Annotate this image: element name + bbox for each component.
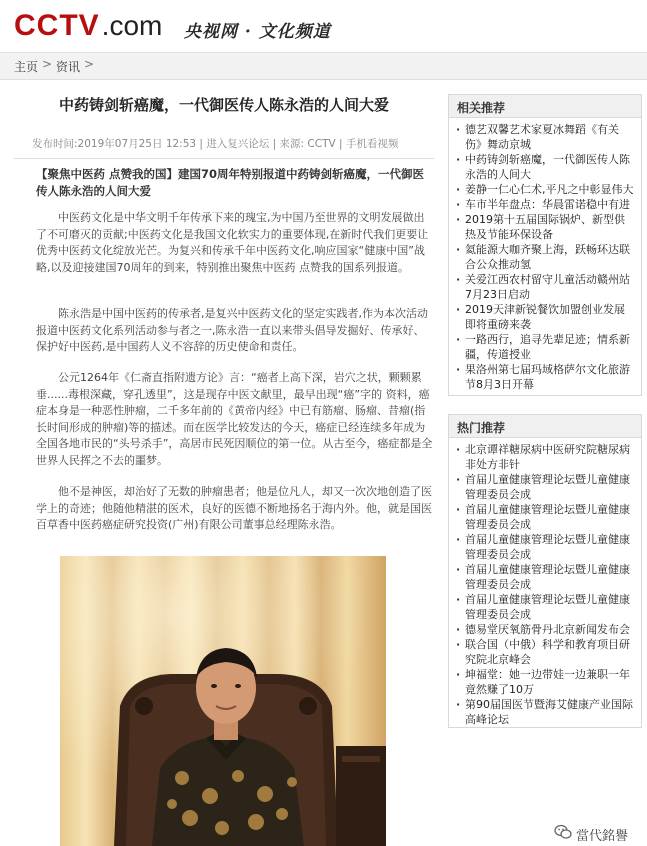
- article-title: 中药铸剑斩癌魔，一代御医传人陈永浩的人间大爱: [58, 96, 389, 114]
- publish-time: 发布时间:2019年07月25日 12:53: [32, 138, 197, 150]
- cctv-logo[interactable]: [14, 8, 162, 44]
- related-item[interactable]: · 姜静一仁心仁术,平凡之中彰显伟大: [455, 182, 635, 197]
- hot-item[interactable]: · 第90届国医节暨海艾健康产业国际高峰论坛: [455, 697, 635, 727]
- article-meta: [32, 136, 432, 151]
- related-title: 相关推荐: [457, 101, 506, 115]
- article-lead: 【聚焦中医药 点赞我的国】建国70周年特别报道中药铸剑斩癌魔，一代御医传人陈永浩的人间大爱: [36, 167, 425, 198]
- hot-item[interactable]: · 首届儿童健康管理论坛暨儿童健康管理委员会成: [455, 502, 635, 532]
- portrait-photo: [60, 556, 386, 846]
- article-paragraph: 他不是神医，却治好了无数的肿瘤患者；他是位凡人，却又一次次地创造了医学上的奇迹；他随他精湛的医术，良好的医德不断地扬名于海内外。他，就是国医百草香中医药癌症研究投资(广州)有限公司董事总经理陈永浩。: [36, 485, 432, 531]
- related-item[interactable]: · 中药铸剑斩癌魔，一代御医传人陈永浩的人间大: [455, 152, 635, 182]
- related-item[interactable]: · 氦能源大咖齐聚上海，跃畅环达联合公众推动氢: [455, 242, 635, 272]
- hot-item[interactable]: · 北京谭祥糖尿病中医研究院糖尿病非处方非针: [455, 442, 635, 472]
- wechat-icon: [554, 824, 572, 844]
- hot-item[interactable]: · 首届儿童健康管理论坛暨儿童健康管理委员会成: [455, 472, 635, 502]
- hot-item[interactable]: · 坤福堂：她一边带娃一边兼职一年竟然赚了10万: [455, 667, 635, 697]
- meta-separator: |: [272, 138, 277, 150]
- mobile-video-link[interactable]: 手机看视频: [345, 138, 399, 150]
- article-paragraph: 公元1264年《仁斋直指附遗方论》言：“癌者上高下深，岩穴之状，颗颗累垂......毒根深藏，穿孔透里”，这是现存中医文献里，最早出现“癌”字的 资料，癌症本身是一种恶性肿瘤，二千多年前的《黄帝内经》中已有筋瘤、肠瘤、昔瘤(指长时间形成的肿瘤)等的描述。而在医学比较发达的今天，癌症已经连续多年成为全国各地市民的“头号杀手”，高居市民死因顺位的第一位。从古至今，癌症都是全世界人民挥之不去的噩梦。: [36, 371, 433, 467]
- related-item[interactable]: · 车市半年盘点：华晨雷诺稳中有进: [455, 197, 635, 212]
- article-paragraph: 中医药文化是中华文明千年传承下来的瑰宝,为中国乃至世界的文明发展做出了不可磨灭的贡献;中医药文化是我国文化软实力的重要体现,在新时代我们更要让优秀中医药文化绽放光芒。为复兴和传承千年中医药文化,响应国家“健康中国”战略,以及迎接建国70周年的到来，特别推出聚焦中医药 点赞我的国系列报道。: [36, 211, 429, 274]
- hot-item[interactable]: · 首届儿童健康管理论坛暨儿童健康管理委员会成: [455, 592, 635, 622]
- divider: [14, 158, 434, 159]
- article-paragraph: 陈永浩是中国中医药的传承者,是复兴中医药文化的坚定实践者,作为本次活动报道中医药文化系列活动参与者之一,陈永浩一直以来带头倡导发掘好、传承好、保护好中医药,是中国药人义不容辞的历史使命和责任。: [36, 307, 428, 353]
- breadcrumb-home[interactable]: 主页: [14, 60, 39, 74]
- hot-item[interactable]: · 首届儿童健康管理论坛暨儿童健康管理委员会成: [455, 562, 635, 592]
- related-recommendations: [448, 94, 642, 396]
- site-header: [0, 0, 647, 52]
- hot-title: 热门推荐: [457, 421, 506, 435]
- watermark-text: 當代銘譽: [576, 828, 629, 844]
- breadcrumb: [0, 52, 647, 80]
- related-item[interactable]: · 德艺双馨艺术家夏冰舞蹈《有关伤》舞动京城: [455, 122, 635, 152]
- meta-separator: |: [339, 138, 343, 150]
- meta-separator: |: [199, 138, 203, 150]
- hot-list: [449, 438, 641, 733]
- wechat-watermark: [554, 825, 646, 843]
- hot-item[interactable]: · 德易堂厌氧筋骨丹北京新闻发布会: [455, 622, 635, 637]
- forum-link[interactable]: 进入复兴论坛: [206, 138, 270, 150]
- article: [14, 86, 434, 846]
- related-item[interactable]: · 2019第十五届国际锅炉、新型供热及节能环保设备: [455, 212, 635, 242]
- related-item[interactable]: · 2019天津新锐餐饮加盟创业发展即将重磅来袭: [455, 302, 635, 332]
- related-item[interactable]: · 一路西行，追寻先辈足迹；情系新疆，传道授业: [455, 332, 635, 362]
- hot-item[interactable]: · 首届儿童健康管理论坛暨儿童健康管理委员会成: [455, 532, 635, 562]
- channel-title: 央视网 · 文化频道: [184, 22, 331, 42]
- hot-recommendations: [448, 414, 642, 728]
- breadcrumb-separator: >: [42, 57, 53, 71]
- related-list: [449, 118, 641, 398]
- breadcrumb-separator: >: [84, 57, 95, 71]
- related-item[interactable]: · 关爱江西农村留守儿童活动赣州站7月23日启动: [455, 272, 635, 302]
- logo-com-text: .com: [101, 10, 163, 41]
- source-label: 来源: CCTV: [279, 138, 336, 150]
- logo-cctv-text: CCTV: [14, 9, 100, 42]
- breadcrumb-section[interactable]: 资讯: [56, 60, 81, 74]
- related-header: [449, 95, 641, 118]
- related-item[interactable]: · 果洛州第七届玛域格萨尔文化旅游节8月3日开幕: [455, 362, 635, 392]
- hot-item[interactable]: · 联合国（中俄）科学和教育项目研究院北京峰会: [455, 637, 635, 667]
- hot-header: [449, 415, 641, 438]
